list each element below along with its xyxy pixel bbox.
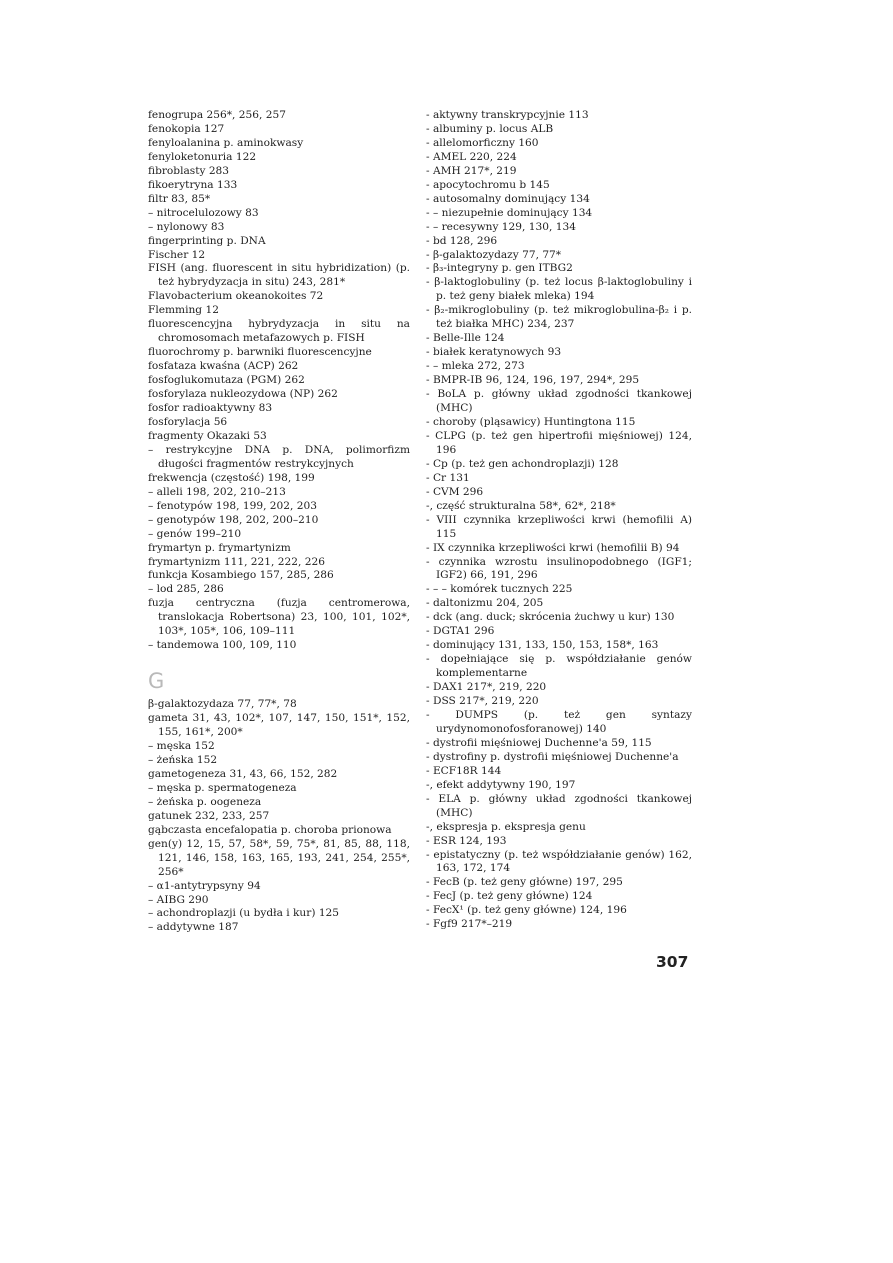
index-entry: - β-laktoglobuliny (p. też locus β-laktoglobuliny i p. też geny białek mleka) 194 bbox=[426, 276, 692, 303]
index-entry: - – recesywny 129, 130, 134 bbox=[426, 220, 576, 233]
index-entry: - β₂-mikroglobuliny (p. też mikroglobulina-β₂ i p. też białka MHC) 234, 237 bbox=[426, 304, 692, 331]
index-entry: gameta 31, 43, 102*, 107, 147, 150, 151*, 152, 155, 161*, 200* bbox=[148, 712, 410, 739]
index-entry: frymartynizm 111, 221, 222, 226 bbox=[148, 555, 325, 568]
index-entry: - FecX¹ (p. też geny główne) 124, 196 bbox=[426, 904, 627, 917]
index-entry: - Fgf9 217*–219 bbox=[426, 918, 513, 931]
index-entry: - AMEL 220, 224 bbox=[426, 150, 517, 163]
index-entry: - albuminy p. locus ALB bbox=[426, 122, 554, 135]
index-entry: filtr 83, 85* bbox=[148, 192, 211, 205]
index-entry: fenogrupa 256*, 256, 257 bbox=[148, 109, 286, 121]
index-entry: fenokopia 127 bbox=[148, 122, 225, 135]
index-entry: -, efekt addytywny 190, 197 bbox=[426, 778, 576, 791]
index-entry: – α1-antytrypsyny 94 bbox=[148, 879, 261, 892]
index-entry: - – mleka 272, 273 bbox=[426, 360, 525, 373]
index-entry: - Cp (p. też gen achondroplazji) 128 bbox=[426, 457, 619, 470]
index-entry: funkcja Kosambiego 157, 285, 286 bbox=[148, 569, 334, 582]
index-entry: fosfoglukomutaza (PGM) 262 bbox=[148, 374, 305, 387]
index-entry: - CLPG (p. też gen hipertrofii mięśniowej) 124, 196 bbox=[426, 429, 692, 456]
index-entry: - IX czynnika krzepliwości krwi (hemofilii B) 94 bbox=[426, 541, 680, 554]
index-entry: - epistatyczny (p. też współdziałanie genów) 162, 163, 172, 174 bbox=[426, 848, 692, 875]
index-entry: - ECF18R 144 bbox=[426, 764, 502, 777]
index-entry: – restrykcyjne DNA p. DNA, polimorfizm długości fragmentów restrykcyjnych bbox=[148, 443, 410, 470]
index-entry: - autosomalny dominujący 134 bbox=[426, 192, 590, 205]
index-entry: – żeńska 152 bbox=[148, 753, 218, 766]
index-entry: fingerprinting p. DNA bbox=[148, 234, 266, 247]
index-entry: Flavobacterium okeanokoites 72 bbox=[148, 290, 324, 303]
index-entry: - allelomorficzny 160 bbox=[426, 136, 539, 149]
index-entry: - DUMPS (p. też gen syntazy urydynomonofosforanowej) 140 bbox=[426, 708, 692, 735]
index-entry: – żeńska p. oogeneza bbox=[148, 795, 262, 808]
index-entry: β-galaktozydaza 77, 77*, 78 bbox=[148, 698, 297, 711]
index-entry: -, ekspresja p. ekspresja genu bbox=[426, 820, 586, 833]
index-entry: - ESR 124, 193 bbox=[426, 834, 507, 847]
index-entry: fosforylaza nukleozydowa (NP) 262 bbox=[148, 388, 338, 401]
index-entry: - dominujący 131, 133, 150, 153, 158*, 163 bbox=[426, 639, 659, 652]
index-entry: - czynnika wzrostu insulinopodobnego (IGF1; IGF2) 66, 191, 296 bbox=[426, 555, 692, 582]
index-list-g bbox=[148, 698, 410, 935]
index-entry: – genów 199–210 bbox=[148, 527, 242, 540]
index-entry: - dck (ang. duck; skrócenia żuchwy u kur) 130 bbox=[426, 611, 675, 624]
index-entry: - – – komórek tucznych 225 bbox=[426, 583, 573, 596]
index-entry: - FecB (p. też geny główne) 197, 295 bbox=[426, 876, 623, 889]
index-column-left bbox=[148, 109, 410, 935]
index-entry: – alleli 198, 202, 210–213 bbox=[148, 485, 286, 498]
section-letter-heading: G bbox=[148, 669, 165, 694]
index-entry: - dystrofiny p. dystrofii mięśniowej Duchenne'a bbox=[426, 750, 679, 763]
index-entry: - β-galaktozydazy 77, 77* bbox=[426, 248, 562, 261]
index-entry: – AIBG 290 bbox=[148, 893, 209, 906]
index-entry: gen(y) 12, 15, 57, 58*, 59, 75*, 81, 85, 88, 118, 121, 146, 158, 163, 165, 193, 241, 254, 255*, 256* bbox=[148, 837, 410, 878]
index-entry: -, część strukturalna 58*, 62*, 218* bbox=[426, 499, 616, 512]
index-entry: Flemming 12 bbox=[148, 304, 219, 317]
index-entry: gatunek 232, 233, 257 bbox=[148, 809, 270, 822]
index-entry: - DSS 217*, 219, 220 bbox=[426, 695, 539, 708]
index-entry: - DAX1 217*, 219, 220 bbox=[426, 681, 547, 694]
index-entry: – męska p. spermatogeneza bbox=[148, 781, 297, 794]
index-entry: fosfataza kwaśna (ACP) 262 bbox=[148, 360, 299, 373]
index-entry: - bd 128, 296 bbox=[426, 234, 498, 247]
page-number: 307 bbox=[656, 953, 689, 971]
index-entry: – lod 285, 286 bbox=[148, 583, 224, 596]
index-entry: fuzja centryczna (fuzja centromerowa, translokacja Robertsona) 23, 100, 101, 102*, 103*, 105*, 106, 109–111 bbox=[148, 597, 410, 638]
index-entry: - aktywny transkrypcyjnie 113 bbox=[426, 109, 589, 121]
index-entry: frymartyn p. frymartynizm bbox=[148, 541, 291, 554]
index-entry: fluorescencyjna hybrydyzacja in situ na chromosomach metafazowych p. FISH bbox=[148, 318, 410, 345]
index-entry: fluorochromy p. barwniki fluorescencyjne bbox=[148, 346, 372, 359]
index-entry: – achondroplazji (u bydła i kur) 125 bbox=[148, 907, 340, 920]
index-list-f bbox=[148, 109, 410, 653]
index-entry: - Cr 131 bbox=[426, 471, 470, 484]
index-entry: fenyloalanina p. aminokwasy bbox=[148, 136, 304, 149]
index-entry: – genotypów 198, 202, 200–210 bbox=[148, 513, 319, 526]
index-entry: FISH (ang. fluorescent in situ hybridization) (p. też hybrydyzacja in situ) 243, 281* bbox=[148, 262, 410, 289]
index-entry: - choroby (pląsawicy) Huntingtona 115 bbox=[426, 415, 636, 428]
index-list-gene bbox=[426, 109, 692, 932]
index-entry: - DGTA1 296 bbox=[426, 625, 495, 638]
index-entry: - apocytochromu b 145 bbox=[426, 178, 550, 191]
index-entry: fragmenty Okazaki 53 bbox=[148, 429, 267, 442]
index-entry: – męska 152 bbox=[148, 740, 215, 753]
index-entry: - BoLA p. główny układ zgodności tkankowej (MHC) bbox=[426, 388, 692, 415]
index-entry: – tandemowa 100, 109, 110 bbox=[148, 639, 297, 652]
index-entry: fenyloketonuria 122 bbox=[148, 150, 257, 163]
index-entry: gąbczasta encefalopatia p. choroba prionowa bbox=[148, 823, 392, 836]
index-entry: Fischer 12 bbox=[148, 248, 206, 261]
index-entry: frekwencja (częstość) 198, 199 bbox=[148, 471, 315, 484]
index-entry: fosforylacja 56 bbox=[148, 415, 228, 428]
index-entry: - – niezupełnie dominujący 134 bbox=[426, 206, 593, 219]
index-column-right bbox=[426, 109, 692, 932]
index-entry: - Belle-Ille 124 bbox=[426, 332, 505, 345]
index-entry: - AMH 217*, 219 bbox=[426, 164, 517, 177]
index-entry: - ELA p. główny układ zgodności tkankowej (MHC) bbox=[426, 792, 692, 819]
index-entry: - dystrofii mięśniowej Duchenne'a 59, 115 bbox=[426, 736, 652, 749]
index-entry: - BMPR-IB 96, 124, 196, 197, 294*, 295 bbox=[426, 374, 640, 387]
index-entry: gametogeneza 31, 43, 66, 152, 282 bbox=[148, 767, 338, 780]
index-entry: fosfor radioaktywny 83 bbox=[148, 402, 273, 415]
index-entry: - β₃-integryny p. gen ITBG2 bbox=[426, 262, 573, 275]
index-entry: - FecJ (p. też geny główne) 124 bbox=[426, 890, 593, 903]
index-entry: fibroblasty 283 bbox=[148, 164, 230, 177]
index-entry: - daltonizmu 204, 205 bbox=[426, 597, 544, 610]
index-entry: fikoerytryna 133 bbox=[148, 178, 238, 191]
index-entry: – fenotypów 198, 199, 202, 203 bbox=[148, 499, 317, 512]
index-entry: - VIII czynnika krzepliwości krwi (hemofilii A) 115 bbox=[426, 513, 692, 540]
index-entry: - białek keratynowych 93 bbox=[426, 346, 562, 359]
index-entry: - dopełniające się p. współdziałanie genów komplementarne bbox=[426, 653, 692, 680]
index-entry: - CVM 296 bbox=[426, 485, 484, 498]
index-entry: – addytywne 187 bbox=[148, 921, 239, 934]
index-entry: – nitrocelulozowy 83 bbox=[148, 206, 259, 219]
index-entry: – nylonowy 83 bbox=[148, 220, 225, 233]
